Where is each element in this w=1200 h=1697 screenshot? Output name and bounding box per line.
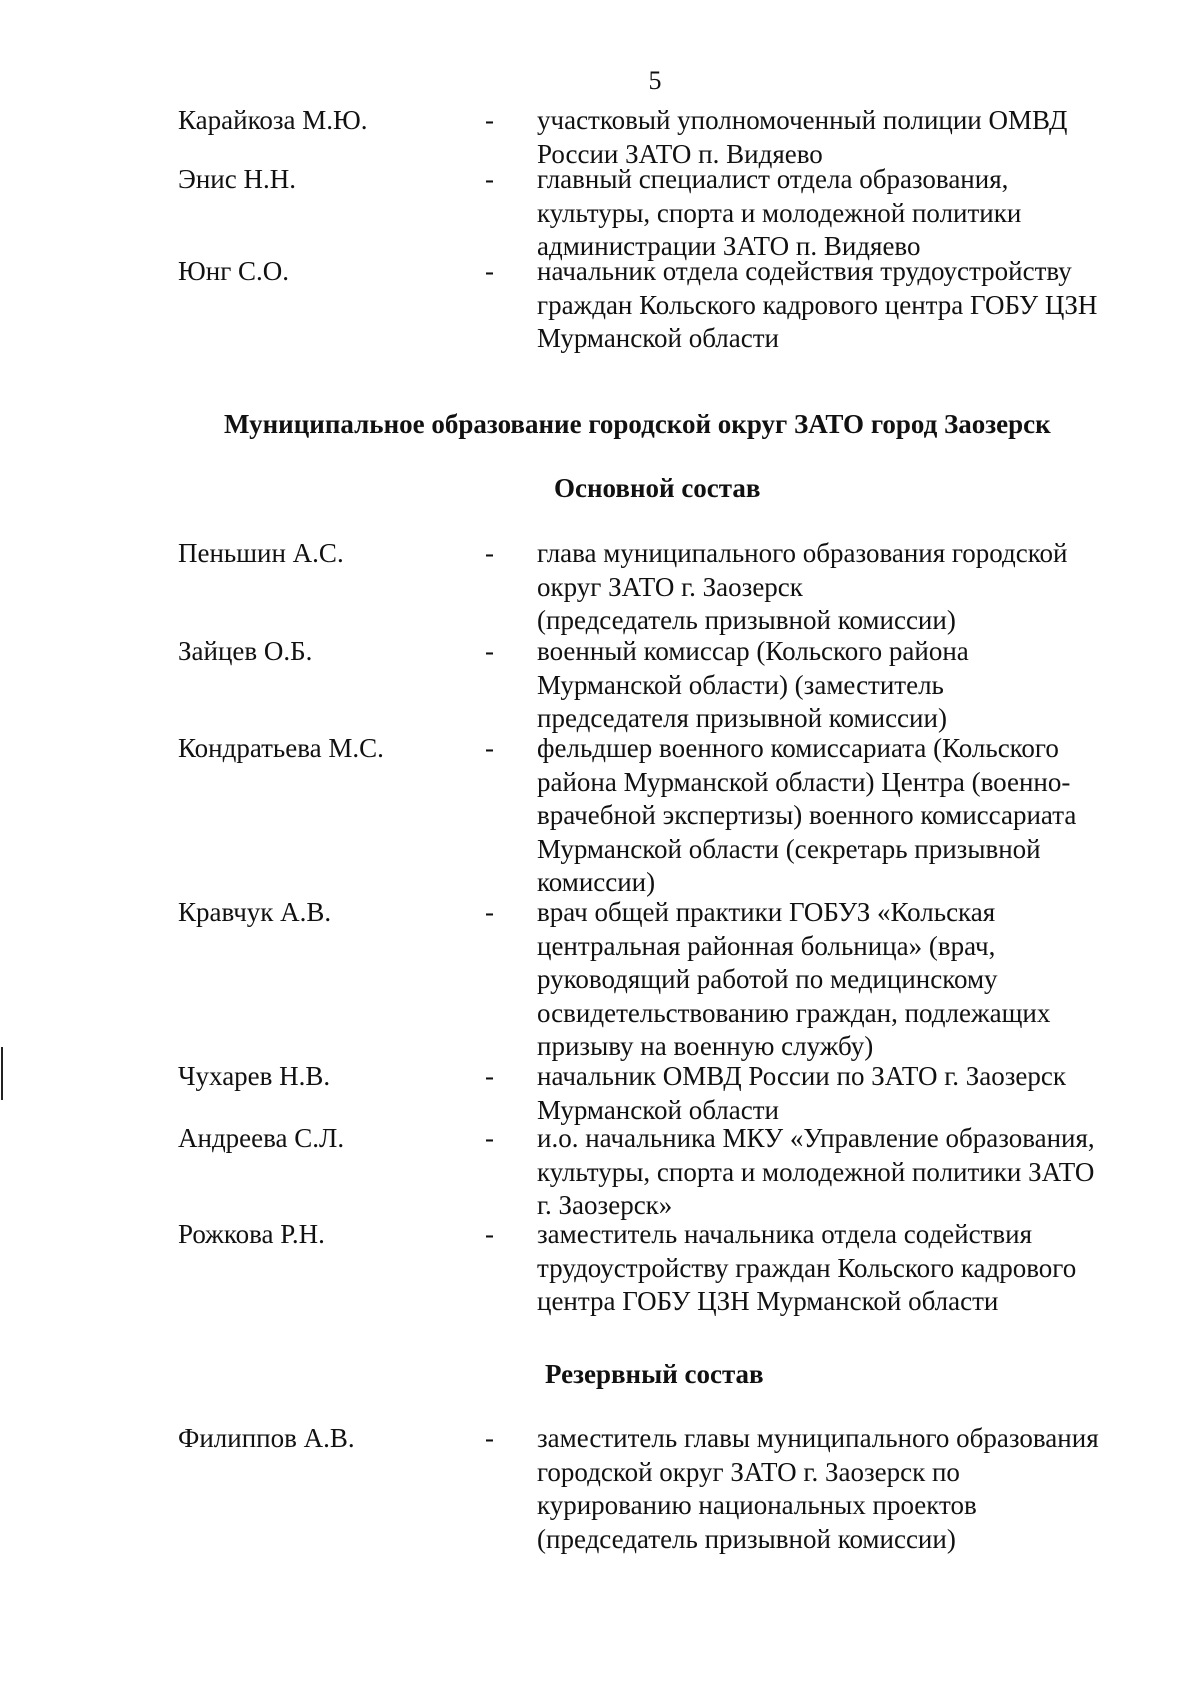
member-name: Филиппов А.В.: [178, 1423, 355, 1453]
member-dash: -: [485, 897, 494, 927]
member-entry: [178, 163, 1158, 262]
member-name: Чухарев Н.В.: [178, 1061, 331, 1091]
member-dash: -: [485, 1219, 494, 1249]
position-line: Мурманской области (секретарь призывной: [537, 833, 1041, 864]
position-line: врач общей практики ГОБУЗ «Кольская: [537, 897, 996, 927]
position-line: комиссии): [537, 867, 656, 898]
member-entry: [178, 732, 1158, 896]
position-line: глава муниципального образования городской: [537, 538, 1068, 568]
member-dash: -: [485, 256, 494, 286]
member-name: Зайцев О.Б.: [178, 636, 313, 666]
position-line: района Мурманской области) Центра (военно-: [537, 766, 1071, 797]
member-dash: -: [485, 733, 494, 763]
member-entry: [178, 1218, 1158, 1319]
member-entry: [178, 1422, 1158, 1556]
member-name: Пеньшин А.С.: [178, 538, 344, 568]
member-position: [537, 255, 1158, 356]
reserve-member-list: [178, 1422, 1158, 1556]
position-line: Мурманской области: [537, 1094, 779, 1125]
member-entry: [178, 896, 1158, 1060]
member-position: [537, 163, 1158, 264]
position-line: культуры, спорта и молодежной политики ЗАТО: [537, 1156, 1095, 1187]
position-line: России ЗАТО п. Видяево: [537, 138, 823, 169]
page-number: 5: [648, 66, 662, 95]
member-entry: [178, 255, 1158, 356]
member-position: [537, 732, 1158, 900]
position-line: главный специалист отдела образования,: [537, 164, 1009, 194]
position-line: администрации ЗАТО п. Видяево: [537, 231, 921, 262]
position-line: председателя призывной комиссии): [537, 703, 947, 734]
member-dash: -: [485, 538, 494, 568]
member-position: [537, 104, 1158, 171]
reserve-section-title: Резервный состав: [545, 1359, 764, 1389]
member-position: [537, 1060, 1158, 1127]
position-line: центральная районная больница» (врач,: [537, 930, 996, 961]
member-entry: [178, 104, 1158, 169]
position-line: трудоустройству граждан Кольского кадрового: [537, 1252, 1077, 1283]
member-name: Кондратьева М.С.: [178, 733, 384, 763]
position-line: призыву на военную службу): [537, 1031, 874, 1062]
member-name: Андреева С.Л.: [178, 1123, 345, 1153]
position-line: культуры, спорта и молодежной политики: [537, 197, 1022, 228]
position-line: и.о. начальника МКУ «Управление образования,: [537, 1123, 1095, 1153]
member-dash: -: [485, 1061, 494, 1091]
member-position: [537, 1422, 1158, 1556]
member-position: [537, 537, 1158, 638]
member-dash: -: [485, 105, 494, 135]
position-line: фельдшер военного комиссариата (Кольского: [537, 733, 1059, 763]
member-position: [537, 1218, 1158, 1319]
member-position: [537, 635, 1158, 736]
position-line: врачебной экспертизы) военного комиссариата: [537, 800, 1077, 831]
position-line: руководящий работой по медицинскому: [537, 964, 998, 995]
member-dash: -: [485, 1123, 494, 1153]
member-entry: [178, 1122, 1158, 1221]
position-line: Мурманской области) (заместитель: [537, 669, 944, 700]
position-line: (председатель призывной комиссии): [537, 605, 956, 636]
position-line: г. Заозерск»: [537, 1190, 673, 1221]
member-entry: [178, 1060, 1158, 1125]
member-entry: [178, 537, 1158, 635]
scan-margin-mark: [1, 1047, 3, 1100]
main-section-title: Основной состав: [554, 473, 761, 503]
position-line: Мурманской области: [537, 323, 779, 354]
position-line: (председатель призывной комиссии): [537, 1523, 956, 1554]
member-entry: [178, 635, 1158, 732]
position-line: граждан Кольского кадрового центра ГОБУ ЦЗН: [537, 289, 1098, 320]
member-dash: -: [485, 636, 494, 666]
municipality-title: Муниципальное образование городской округ ЗАТО город Заозерск: [224, 409, 1051, 439]
position-line: курированию национальных проектов: [537, 1490, 977, 1521]
member-name: Рожкова Р.Н.: [178, 1219, 325, 1249]
member-name: Кравчук А.В.: [178, 897, 332, 927]
member-dash: -: [485, 1423, 494, 1453]
member-dash: -: [485, 164, 494, 194]
position-line: освидетельствованию граждан, подлежащих: [537, 997, 1051, 1028]
member-position: [537, 1122, 1158, 1223]
member-name: Энис Н.Н.: [178, 164, 296, 194]
position-line: начальник отдела содействия трудоустройству: [537, 256, 1072, 286]
position-line: заместитель начальника отдела содействия: [537, 1219, 1033, 1249]
position-line: округ ЗАТО г. Заозерск: [537, 571, 803, 602]
member-name: Карайкоза М.Ю.: [178, 105, 368, 135]
main-member-list: [178, 537, 1158, 1319]
position-line: заместитель главы муниципального образования: [537, 1423, 1099, 1453]
position-line: городской округ ЗАТО г. Заозерск по: [537, 1456, 960, 1487]
position-line: центра ГОБУ ЦЗН Мурманской области: [537, 1286, 999, 1317]
position-line: участковый уполномоченный полиции ОМВД: [537, 105, 1068, 135]
member-position: [537, 896, 1158, 1064]
member-name: Юнг С.О.: [178, 256, 290, 286]
position-line: военный комиссар (Кольского района: [537, 636, 969, 666]
top-member-list: [178, 104, 1158, 356]
position-line: начальник ОМВД России по ЗАТО г. Заозерск: [537, 1061, 1067, 1091]
